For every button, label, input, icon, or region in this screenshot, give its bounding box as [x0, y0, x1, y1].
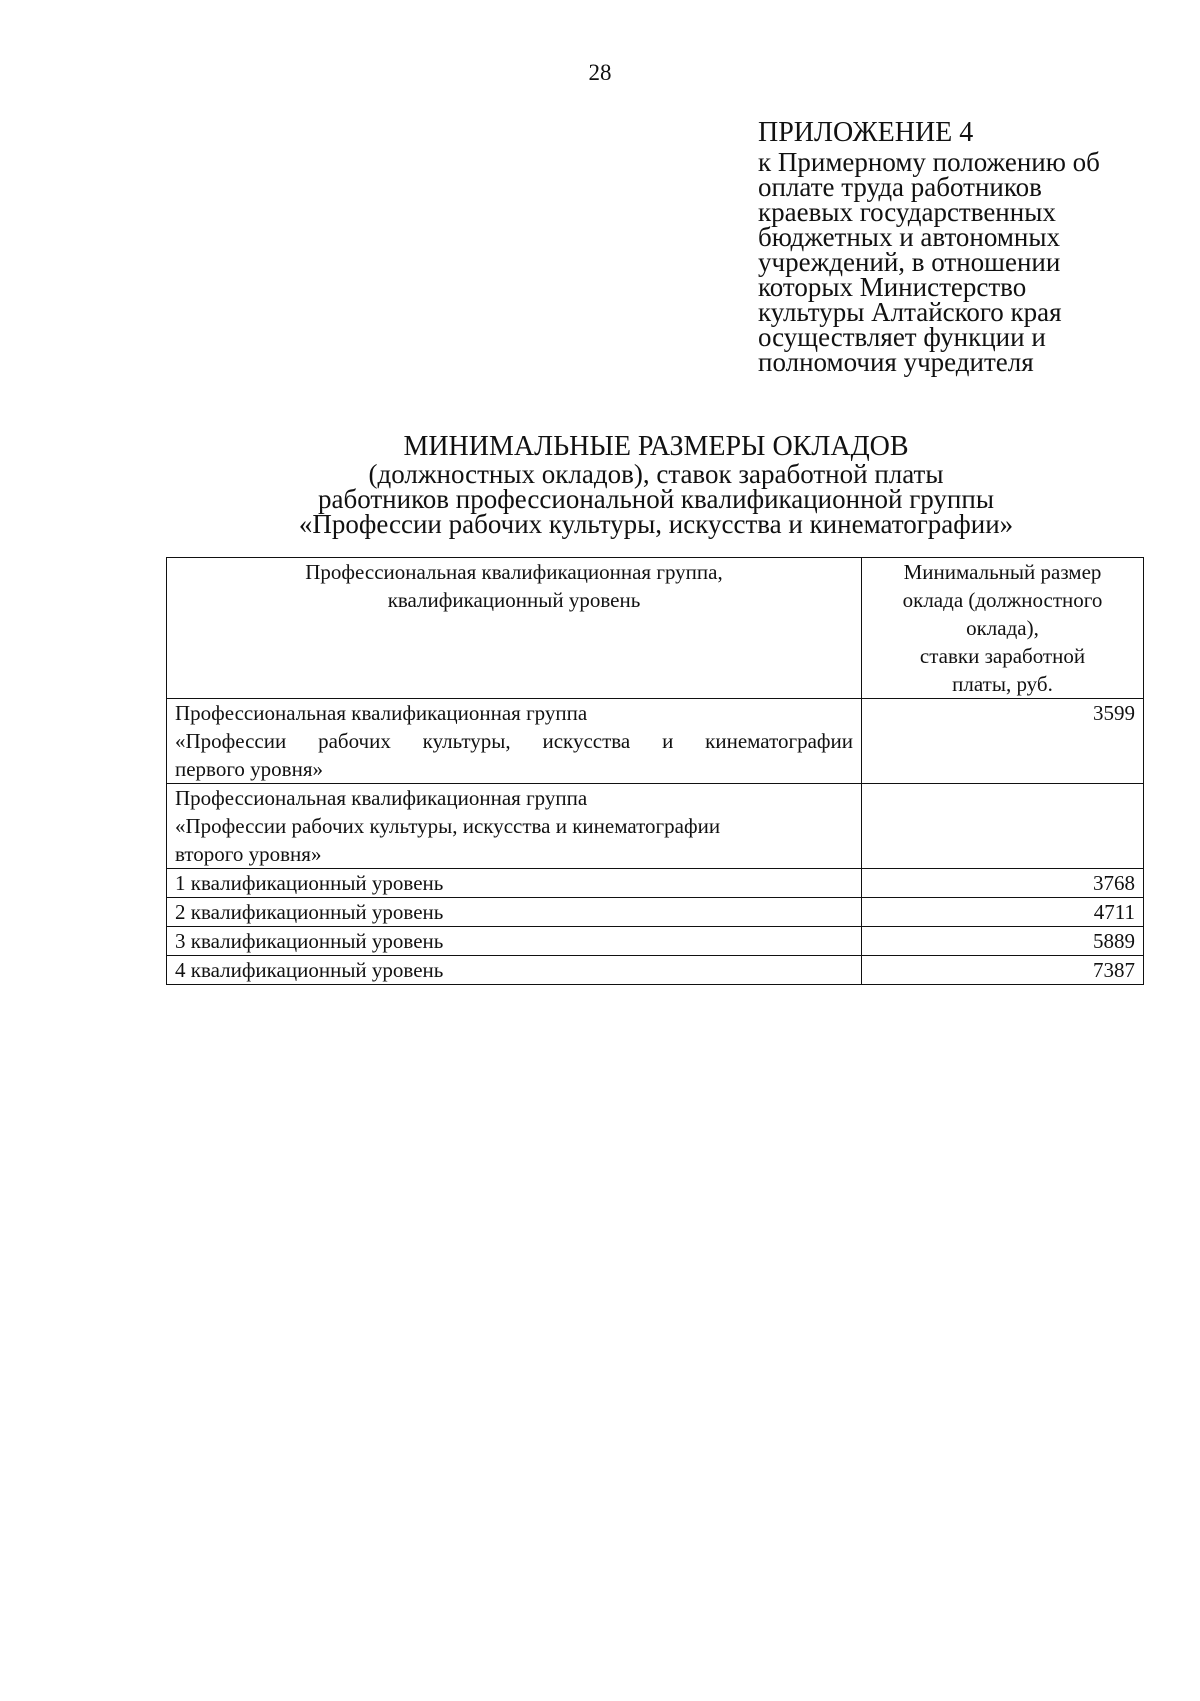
table-row — [167, 699, 1144, 784]
group-cell — [167, 784, 862, 869]
cell-line: Профессиональная квалификационная группа — [175, 786, 588, 810]
appendix-line: краевых государственных — [758, 197, 1056, 227]
group-cell — [167, 956, 862, 985]
salary-value: 5889 — [862, 927, 1144, 956]
document-title-line: (должностных окладов), ставок заработной платы — [368, 459, 944, 489]
document-title-line: «Профессии рабочих культуры, искусства и кинематографии» — [298, 509, 1014, 539]
cell-line: 4 квалификационный уровень — [175, 958, 444, 982]
group-cell — [167, 699, 862, 784]
appendix-line: бюджетных и автономных — [758, 222, 1061, 252]
page-number: 28 — [588, 60, 612, 85]
table-row — [167, 927, 1144, 956]
group-cell — [167, 927, 862, 956]
appendix-line: полномочия учредителя — [758, 347, 1034, 377]
appendix-line: к Примерному положению об — [758, 147, 1100, 177]
appendix-line: учреждений, в отношении — [758, 247, 1061, 277]
group-cell — [167, 898, 862, 927]
table-row — [167, 956, 1144, 985]
cell-line: Профессиональная квалификационная группа — [175, 701, 588, 725]
header-line: Профессиональная квалификационная группа, — [305, 560, 723, 584]
appendix-block — [758, 118, 1158, 375]
appendix-line: осуществляет функции и — [758, 322, 1046, 352]
cell-line: второго уровня» — [175, 842, 322, 866]
cell-line: 2 квалификационный уровень — [175, 900, 444, 924]
table-header-row — [167, 558, 1144, 699]
document-title — [166, 432, 1146, 537]
salary-value: 4711 — [862, 898, 1144, 927]
cell-line: «Профессии рабочих культуры, искусства и кинематографии — [175, 814, 721, 838]
header-line: квалификационный уровень — [387, 588, 641, 612]
table-row — [167, 869, 1144, 898]
group-cell — [167, 869, 862, 898]
header-salary-column — [862, 558, 1144, 699]
header-line: Минимальный размер — [903, 560, 1102, 584]
appendix-title: ПРИЛОЖЕНИЕ 4 — [758, 117, 974, 148]
cell-line: 3 квалификационный уровень — [175, 929, 444, 953]
header-group-column — [167, 558, 862, 699]
header-line: ставки заработной — [919, 644, 1086, 668]
salary-table — [166, 557, 1144, 985]
document-main-title: МИНИМАЛЬНЫЕ РАЗМЕРЫ ОКЛАДОВ — [403, 431, 909, 462]
header-line: оклада), — [966, 616, 1039, 640]
appendix-line: которых Министерство — [758, 272, 1027, 302]
table-row — [167, 784, 1144, 869]
cell-line: «Профессии рабочих культуры, искусства и кинематографии — [175, 729, 853, 753]
appendix-line: оплате труда работников — [758, 172, 1042, 202]
appendix-line: культуры Алтайского края — [758, 297, 1062, 327]
salary-value: 3599 — [862, 699, 1144, 784]
salary-value — [862, 784, 1144, 869]
salary-value: 7387 — [862, 956, 1144, 985]
cell-line: первого уровня» — [175, 757, 323, 781]
salary-value: 3768 — [862, 869, 1144, 898]
header-line: оклада (должностного — [902, 588, 1103, 612]
document-title-line: работников профессиональной квалификационной группы — [318, 484, 994, 514]
header-line: платы, руб. — [952, 672, 1053, 696]
cell-line: 1 квалификационный уровень — [175, 871, 444, 895]
table-row — [167, 898, 1144, 927]
